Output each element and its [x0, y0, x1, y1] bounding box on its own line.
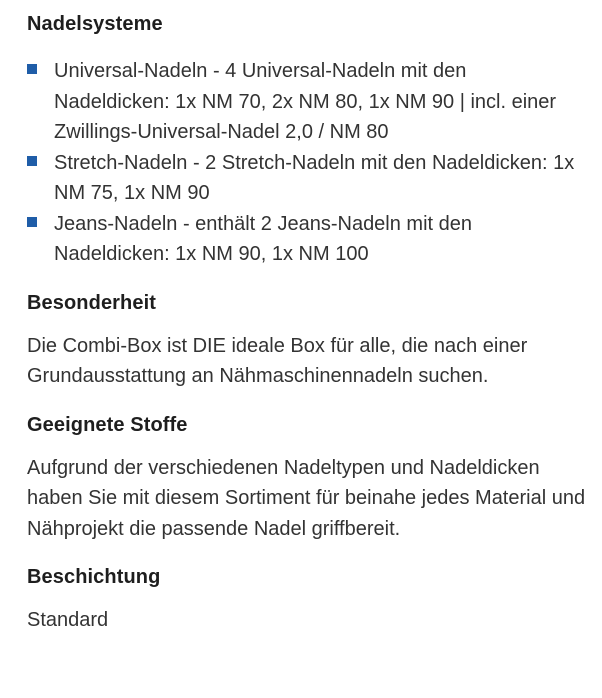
besonderheit-text: Die Combi-Box ist DIE ideale Box für alle, die nach einer Grundausstattung an Nähmaschinennadeln suchen.: [27, 334, 528, 387]
beschichtung-text: Standard: [27, 609, 109, 631]
geeignete-stoffe-text: Aufgrund der verschiedenen Nadeltypen und Nadeldicken haben Sie mit diesem Sortiment für beinahe jedes Material und Nähprojekt die passende Nadel griffbereit.: [27, 456, 586, 540]
square-bullet-icon: [27, 156, 37, 166]
heading-nadelsysteme: Nadelsysteme: [27, 13, 163, 35]
list-item-text: Stretch-Nadeln - 2 Stretch-Nadeln mit den Nadeldicken: 1x NM 75, 1x NM 90: [54, 151, 575, 204]
section-geeignete-stoffe: [27, 414, 587, 545]
section-besonderheit: [27, 292, 587, 392]
list-item: [27, 56, 587, 148]
square-bullet-icon: [27, 217, 37, 227]
heading-beschichtung: Beschichtung: [27, 566, 161, 588]
list-item-text: Jeans-Nadeln - enthält 2 Jeans-Nadeln mit den Nadeldicken: 1x NM 90, 1x NM 100: [54, 212, 473, 265]
heading-besonderheit: Besonderheit: [27, 291, 157, 314]
list-item-text: Universal-Nadeln - 4 Universal-Nadeln mit den Nadeldicken: 1x NM 70, 2x NM 80, 1x NM 90 | incl. einer Zwillings-Universal-Nadel 2,0 / NM 80: [54, 60, 557, 143]
heading-geeignete-stoffe: Geeignete Stoffe: [27, 413, 188, 436]
square-bullet-icon: [27, 64, 37, 74]
needle-list: [27, 56, 587, 270]
list-item: [27, 209, 587, 270]
section-beschichtung: [27, 566, 587, 636]
list-item: [27, 148, 587, 209]
